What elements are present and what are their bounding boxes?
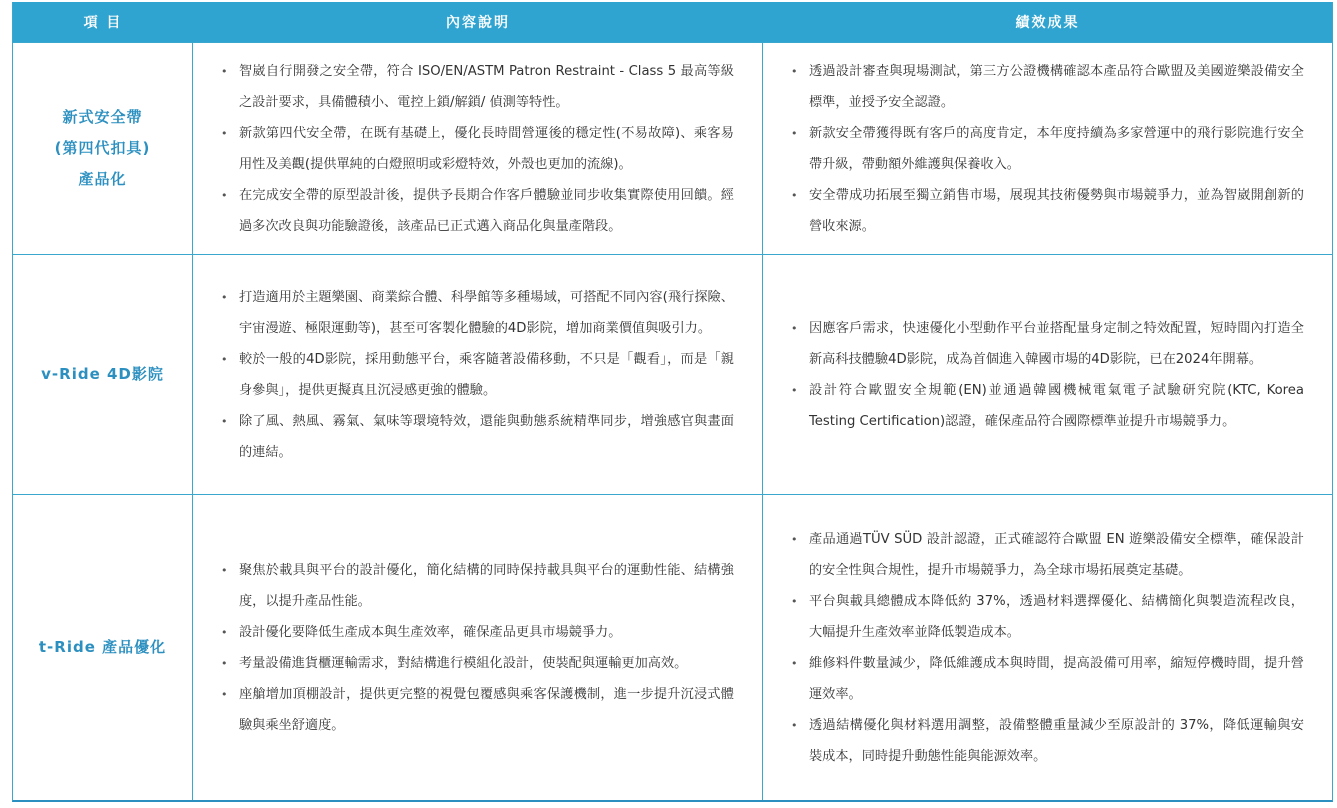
- list-item: • 透過設計審查與現場測試，第三方公證機構確認本產品符合歐盟及美國遊樂設備安全標準，並授予安全認證。: [789, 56, 1304, 118]
- performance-table: [12, 2, 1333, 802]
- content-cell: [193, 43, 763, 254]
- list-item: • 較於一般的4D影院，採用動態平台，乘客隨著設備移動，不只是「觀看」，而是「親身參與」，提供更擬真且沉浸感更強的體驗。: [219, 344, 734, 406]
- list-item: • 安全帶成功拓展至獨立銷售市場，展現其技術優勢與市場競爭力，並為智崴開創新的營收來源。: [789, 180, 1304, 242]
- row-title-line: 產品化: [78, 170, 127, 188]
- row-title-line: t-Ride 產品優化: [38, 638, 167, 656]
- list-item: • 維修料件數量減少，降低維護成本與時間，提高設備可用率，縮短停機時間，提升營運效率。: [789, 648, 1304, 710]
- header-results: 績效成果: [1015, 15, 1080, 31]
- list-item: • 設計優化要降低生產成本與生產效率，確保產品更具市場競爭力。: [219, 617, 734, 648]
- list-item: • 智崴自行開發之安全帶，符合 ISO/EN/ASTM Patron Restraint - Class 5 最高等級之設計要求，具備體積小、電控上鎖/解鎖/ 偵測等特性。: [219, 56, 734, 118]
- list-item: • 因應客戶需求，快速優化小型動作平台並搭配量身定制之特效配置，短時間內打造全新高科技體驗4D影院，成為首個進入韓國市場的4D影院，已在2024年開幕。: [789, 313, 1304, 375]
- list-item: • 除了風、熱風、霧氣、氣味等環境特效，還能與動態系統精準同步，增強感官與畫面的連結。: [219, 406, 734, 468]
- list-item: • 透過結構優化與材料選用調整，設備整體重量減少至原設計的 37%，降低運輸與安裝成本，同時提升動態性能與能源效率。: [789, 710, 1304, 772]
- results-cell: [763, 43, 1332, 254]
- header-content: 內容說明: [446, 15, 510, 31]
- list-item: • 新款安全帶獲得既有客戶的高度肯定，本年度持續為多家營運中的飛行影院進行安全帶升級，帶動額外維護與保養收入。: [789, 118, 1304, 180]
- table-row: [13, 42, 1332, 254]
- content-cell: [193, 495, 763, 800]
- list-item: • 考量設備進貨櫃運輸需求，對結構進行模組化設計，使裝配與運輸更加高效。: [219, 648, 734, 679]
- list-item: • 產品通過TÜV SÜD 設計認證，正式確認符合歐盟 EN 遊樂設備安全標準，確保設計的安全性與合規性，提升市場競爭力，為全球市場拓展奠定基礎。: [789, 524, 1304, 586]
- list-item: • 聚焦於載具與平台的設計優化，簡化結構的同時保持載具與平台的運動性能、結構強度，以提升產品性能。: [219, 555, 734, 617]
- list-item: • 新款第四代安全帶，在既有基礎上，優化長時間營運後的穩定性(不易故障)、乘客易用性及美觀(提供單純的白燈照明或彩燈特效，外殼也更加的流線)。: [219, 118, 734, 180]
- list-item: • 平台與載具總體成本降低約 37%，透過材料選擇優化、結構簡化與製造流程改良，大幅提升生產效率並降低製造成本。: [789, 586, 1304, 648]
- table-header: [13, 2, 1332, 42]
- row-title-line: v-Ride 4D影院: [41, 365, 164, 383]
- list-item: • 設計符合歐盟安全規範(EN)並通過韓國機械電氣電子試驗研究院(KTC, Korea Testing Certification)認證，確保產品符合國際標準並提升市場競爭力。: [789, 375, 1304, 437]
- results-cell: [763, 495, 1332, 800]
- table-row: [13, 254, 1332, 494]
- header-item: 項 目: [83, 15, 123, 31]
- row-title: [13, 43, 193, 254]
- results-cell: [763, 255, 1332, 494]
- row-title: [13, 255, 193, 494]
- row-title-line: 新式安全帶: [62, 108, 143, 126]
- row-title-line: (第四代扣具): [54, 139, 151, 157]
- list-item: • 在完成安全帶的原型設計後，提供予長期合作客戶體驗並同步收集實際使用回饋。經過多次改良與功能驗證後，該產品已正式邁入商品化與量產階段。: [219, 180, 734, 242]
- table-row: [13, 494, 1332, 800]
- content-cell: [193, 255, 763, 494]
- row-title: [13, 495, 193, 800]
- list-item: • 打造適用於主題樂園、商業綜合體、科學館等多種場域，可搭配不同內容(飛行探險、宇宙漫遊、極限運動等)，甚至可客製化體驗的4D影院，增加商業價值與吸引力。: [219, 282, 734, 344]
- list-item: • 座艙增加頂棚設計，提供更完整的視覺包覆感與乘客保護機制，進一步提升沉浸式體驗與乘坐舒適度。: [219, 679, 734, 741]
